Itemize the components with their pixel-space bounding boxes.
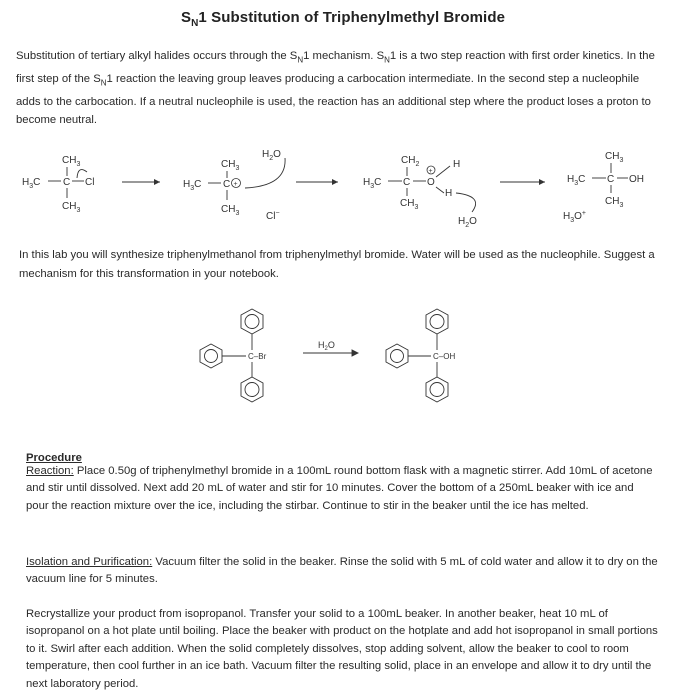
ch3-bottom: $CH_3$: [605, 196, 624, 209]
ch3-top: $CH_3$: [62, 155, 81, 168]
h3c-left: $H_3C$: [363, 177, 382, 190]
tert-butyl-chloride: [22, 155, 94, 214]
h3c-left: $H_3C$: [183, 179, 202, 192]
ch3-bottom: $CH_3$: [400, 198, 419, 211]
intro-paragraph: Substitution of tertiary alkyl halides occurs through the $S_N1$ mechanism. $S_N1$ is a two step reaction with first order kinetics. In the first step of the $S_N1$ reaction the leaving group leaves producing a carbocation intermediate. In the second step a nucleophile adds to the carbocation. If a neutral nucleophile is used, the reaction has an additional step where the product loses a proton to become neutral.: [16, 50, 655, 126]
h3c-left: $H_3C$: [22, 177, 41, 190]
reagent-water: $H_2O$: [318, 340, 335, 352]
c-br-label: C–Br: [248, 352, 267, 361]
ch3-bottom: $CH_3$: [221, 204, 240, 217]
curved-arrow-3: [456, 193, 476, 212]
oxonium-intermediate: [363, 155, 477, 229]
carbon: C: [403, 177, 411, 188]
lab-paragraph: In this lab you will synthesize triphenylmethanol from triphenylmethyl bromide. Water will be used as the nucleophile. Suggest a mechanism for this transformation in your notebook.: [19, 249, 655, 280]
isolation-paragraph: Isolation and Purification: Vacuum filter the solid in the beaker. Rinse the solid with 5 mL of cold water and allow it to dry on the vacuum line for 5 minutes.: [26, 556, 658, 586]
reaction-label: Reaction:: [26, 465, 74, 477]
h-top: H: [453, 159, 461, 170]
water: $H_2O$: [262, 149, 281, 162]
ch3-top: $CH_3$: [221, 159, 240, 172]
central-carbon: C: [63, 177, 71, 188]
reaction-paragraph: Reaction: Place 0.50g of triphenylmethyl bromide in a 100mL round bottom flask with a magnetic stirrer. Add 10mL of acetone and stir until dissolved. Next add 20 mL of water and stir for 10 minutes. Cover the bottom of a 250mL beaker with ice and pour the reaction mixture over the ice, including the stirbar. Continue to stir in the beaker until the ice has melted.: [26, 465, 653, 512]
cation-carbon: C: [223, 179, 231, 190]
chlorine: Cl: [85, 177, 95, 188]
oxygen: O: [427, 177, 435, 188]
c-oh-label: C–OH: [433, 352, 456, 361]
h3c-left: $H_3C$: [567, 174, 586, 187]
triphenylmethyl-scheme: [200, 309, 448, 402]
water-base: $H_2O$: [458, 216, 477, 229]
hydronium: $H_3O^+$: [563, 210, 587, 224]
page-title: $S_N1$ Substitution of Triphenylmethyl Bromide: [180, 9, 506, 29]
chloride-ion: Cl−: [266, 210, 280, 222]
ch3-top: $CH_3$: [605, 151, 624, 164]
procedure-heading: Procedure: [26, 452, 82, 464]
carbon: C: [607, 174, 615, 185]
isolation-label: Isolation and Purification:: [26, 556, 153, 568]
ch3-bottom: $CH_3$: [62, 201, 81, 214]
curved-arrow-2: [245, 158, 285, 188]
carbocation: [183, 149, 285, 222]
tert-butanol: [563, 151, 644, 224]
recrystallize-paragraph: Recrystallize your product from isopropanol. Transfer your solid to a 100mL beaker. In another beaker, heat 10 mL of isopropanol on a hot plate until boiling. Place the beaker with product on the hotplate and add hot isopropanol in small portions to it. Swirl after each addition. When the solid completely dissolves, stop adding solvent, allow the beaker to cool to room temperature, then cool further in an ice bath. Vacuum filter the resulting solid, place in an envelope and allow it to dry until the next laboratory period.: [26, 608, 658, 690]
h-right: H: [445, 188, 453, 199]
ch2-top: $CH_2$: [401, 155, 420, 168]
svg-text:+: +: [428, 168, 433, 175]
svg-text:+: +: [233, 181, 238, 188]
sn1-mechanism: [22, 149, 644, 229]
hydroxyl: OH: [629, 174, 644, 185]
